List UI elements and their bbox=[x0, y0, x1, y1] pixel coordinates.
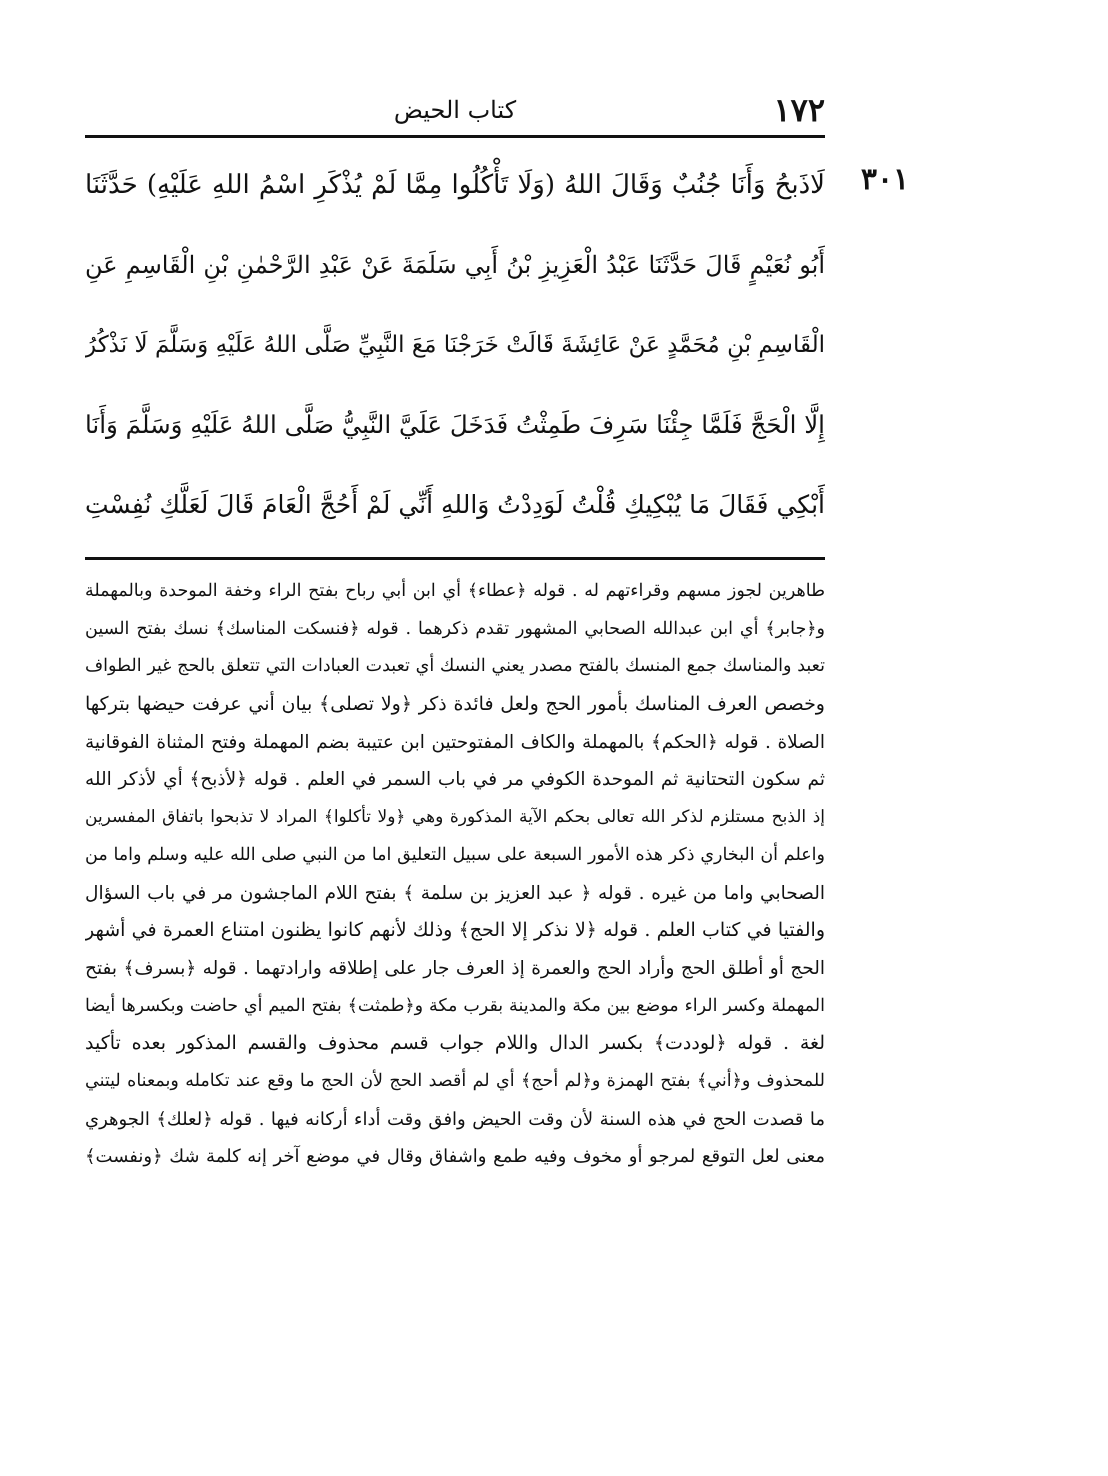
commentary-line: للمحذوف و﴿أني﴾ بفتح الهمزة و﴿لم أحج﴾ أي لم أقصد الحج لأن الحج ما وقع عند تكامله وبمعناه ليتني bbox=[85, 1070, 825, 1091]
hadith-line: أَبْكِي فَقَالَ مَا يُبْكِيكِ قُلْتُ لَوَدِدْتُ وَاللهِ أَنِّي لَمْ أَحُجَّ الْعَامَ قَالَ لَعَلَّكِ نُفِسْتِ bbox=[85, 490, 825, 519]
hadith-line: لَاذَبحُ وَأَنَا جُنُبٌ وَقَالَ اللهُ (وَلَا تَأْكُلُوا مِمَّا لَمْ يُذْكَرِ اسْمُ اللهِ عَلَيْهِ) حَدَّثَنَا bbox=[85, 170, 825, 200]
commentary-line: إذ الذبح مستلزم لذكر الله تعالى بحكم الآية المذكورة وهي ﴿ولا تأكلوا﴾ المراد لا تذبحوا باتفاق المفسرين bbox=[85, 807, 825, 828]
hadith-line: إِلَّا الْحَجَّ فَلَمَّا جِئْنَا سَرِفَ طَمِثْتُ فَدَخَلَ عَلَيَّ النَّبِيُّ صَلَّى اللهُ عَلَيْهِ وَسَلَّمَ وَأَنَا bbox=[85, 410, 825, 439]
page-number: ١٧٢ bbox=[773, 91, 825, 129]
section-divider bbox=[85, 557, 825, 560]
commentary-line: معنى لعل التوقع لمرجو أو مخوف وفيه طمع واشفاق وقال في موضع آخر إنه كلمة شك ﴿ونفست﴾ bbox=[85, 1146, 825, 1168]
commentary-line: الصحابي واما من غيره . قوله ﴿ عبد العزيز بن سلمة ﴾ بفتح اللام الماجشون مر في باب السؤال bbox=[85, 882, 825, 904]
commentary-text bbox=[85, 573, 825, 1176]
hadith-line: الْقَاسِمِ بْنِ مُحَمَّدٍ عَنْ عَائِشَةَ قَالَتْ خَرَجْنَا مَعَ النَّبِيِّ صَلَّى اللهُ عَلَيْهِ وَسَلَّمَ لَا نَذْكُرُ bbox=[85, 332, 825, 358]
commentary-line: الحج أو أطلق الحج وأراد الحج والعمرة إذ العرف جار على إطلاقه وارادتهما . قوله ﴿بسرف﴾ بفتح bbox=[85, 957, 825, 979]
hadith-number: ٣٠١ bbox=[860, 162, 910, 197]
running-title: كتاب الحيض bbox=[393, 96, 517, 124]
hadith-text bbox=[85, 145, 825, 545]
page-header bbox=[85, 90, 825, 130]
commentary-line: لغة . قوله ﴿لوددت﴾ بكسر الدال واللام جواب قسم محذوف والقسم المذكور بعده تأكيد bbox=[85, 1032, 825, 1055]
commentary-line: ثم سكون التحتانية ثم الموحدة الكوفي مر في باب السمر في العلم . قوله ﴿لأذبح﴾ أي لأذكر الله bbox=[85, 769, 825, 791]
commentary-line: المهملة وكسر الراء موضع بين مكة والمدينة بقرب مكة و﴿طمثت﴾ بفتح الميم أي حاضت وبكسرها أيضا bbox=[85, 995, 825, 1016]
commentary-line: واعلم أن البخاري ذكر هذه الأمور السبعة على سبيل التعليق اما من النبي صلى الله عليه وسلم واما من bbox=[85, 844, 825, 865]
commentary-line: تعبد والمناسك جمع المنسك بالفتح مصدر يعني النسك أي تعبدت العبادات التي تتعلق بالحج غير الطواف bbox=[85, 656, 825, 677]
hadith-line: أَبُو نُعَيْمٍ قَالَ حَدَّثَنَا عَبْدُ الْعَزِيزِ بْنُ أَبِي سَلَمَةَ عَنْ عَبْدِ الرَّحْمٰنِ بْنِ الْقَاسِمِ عَنِ bbox=[85, 251, 825, 279]
commentary-line: و﴿جابر﴾ أي ابن عبدالله الصحابي المشهور تقدم ذكرهما . قوله ﴿فنسكت المناسك﴾ نسك بفتح السين bbox=[85, 618, 825, 639]
commentary-line: طاهرين لجوز مسهم وقراءتهم له . قوله ﴿عطاء﴾ أي ابن أبي رباح بفتح الراء وخفة الموحدة وبالمهملة bbox=[85, 581, 825, 601]
commentary-line: الصلاة . قوله ﴿الحكم﴾ بالمهملة والكاف المفتوحتين ابن عتيبة بضم المهملة وفتح المثناة الفوقانية bbox=[85, 731, 825, 753]
header-divider bbox=[85, 135, 825, 138]
commentary-line: ما قصدت الحج في هذه السنة لأن وقت الحيض وافق وقت أداء أركانه فيها . قوله ﴿لعلك﴾ الجوهري bbox=[85, 1108, 825, 1130]
commentary-line: وخصص العرف المناسك بأمور الحج ولعل فائدة ذكر ﴿ولا تصلى﴾ بيان أني عرفت حيضها بتركها bbox=[85, 693, 825, 716]
commentary-line: والفتيا في كتاب العلم . قوله ﴿لا نذكر إلا الحج﴾ وذلك لأنهم كانوا يظنون امتناع العمرة في أشهر bbox=[85, 919, 825, 942]
